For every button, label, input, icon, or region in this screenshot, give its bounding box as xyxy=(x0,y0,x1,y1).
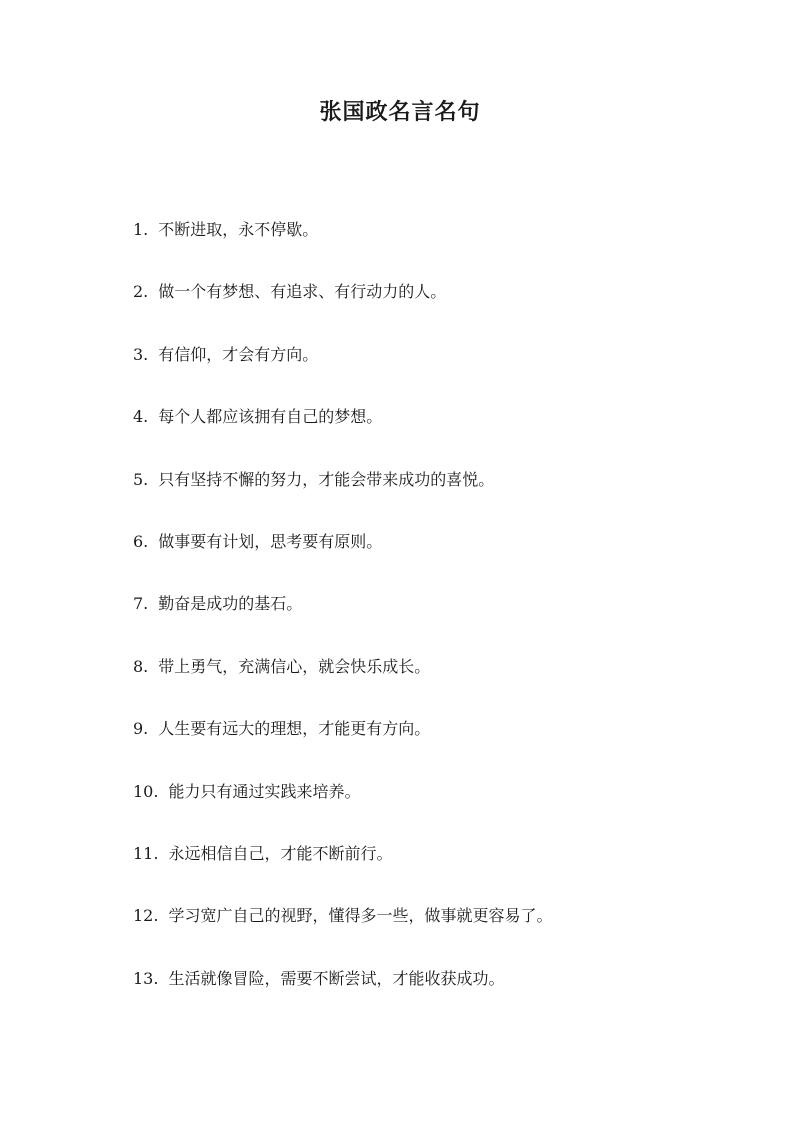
list-item xyxy=(133,776,753,838)
item-text: 能力只有通过实践来培养。 xyxy=(168,781,361,801)
item-text: 生活就像冒险，需要不断尝试，才能收获成功。 xyxy=(168,968,505,988)
item-text: 做事要有计划，思考要有原则。 xyxy=(158,531,383,551)
item-text: 只有坚持不懈的努力，才能会带来成功的喜悦。 xyxy=(158,469,495,489)
item-number: 8. xyxy=(133,656,149,676)
list-item xyxy=(133,838,753,900)
item-number: 4. xyxy=(133,407,149,427)
item-text: 有信仰，才会有方向。 xyxy=(158,344,319,364)
list-item xyxy=(133,214,753,276)
item-number: 5. xyxy=(133,469,149,489)
list-item xyxy=(133,464,753,526)
item-number: 1. xyxy=(133,220,149,239)
list-item xyxy=(133,339,753,401)
quote-list xyxy=(133,214,753,1025)
list-item xyxy=(133,276,753,338)
item-text: 不断进取，永不停歇。 xyxy=(158,220,319,239)
item-number: 13. xyxy=(133,968,159,988)
list-item xyxy=(133,900,753,962)
item-number: 3. xyxy=(133,344,149,364)
item-text: 永远相信自己，才能不断前行。 xyxy=(168,843,393,863)
list-item xyxy=(133,963,753,1025)
item-number: 12. xyxy=(133,906,159,926)
item-text: 人生要有远大的理想，才能更有方向。 xyxy=(158,719,431,739)
list-item xyxy=(133,713,753,775)
item-number: 9. xyxy=(133,719,149,739)
item-text: 学习宽广自己的视野，懂得多一些，做事就更容易了。 xyxy=(168,906,553,926)
item-number: 11. xyxy=(133,843,159,863)
item-number: 10. xyxy=(133,781,159,801)
item-text: 每个人都应该拥有自己的梦想。 xyxy=(158,407,383,427)
item-number: 6. xyxy=(133,531,149,551)
list-item xyxy=(133,401,753,463)
item-text: 带上勇气，充满信心，就会快乐成长。 xyxy=(158,656,431,676)
document-title: 张国政名言名句 xyxy=(319,99,481,125)
item-number: 7. xyxy=(133,594,149,614)
list-item xyxy=(133,588,753,650)
item-text: 做一个有梦想、有追求、有行动力的人。 xyxy=(158,282,447,302)
list-item xyxy=(133,651,753,713)
list-item xyxy=(133,526,753,588)
item-number: 2. xyxy=(133,282,149,302)
item-text: 勤奋是成功的基石。 xyxy=(158,594,303,614)
